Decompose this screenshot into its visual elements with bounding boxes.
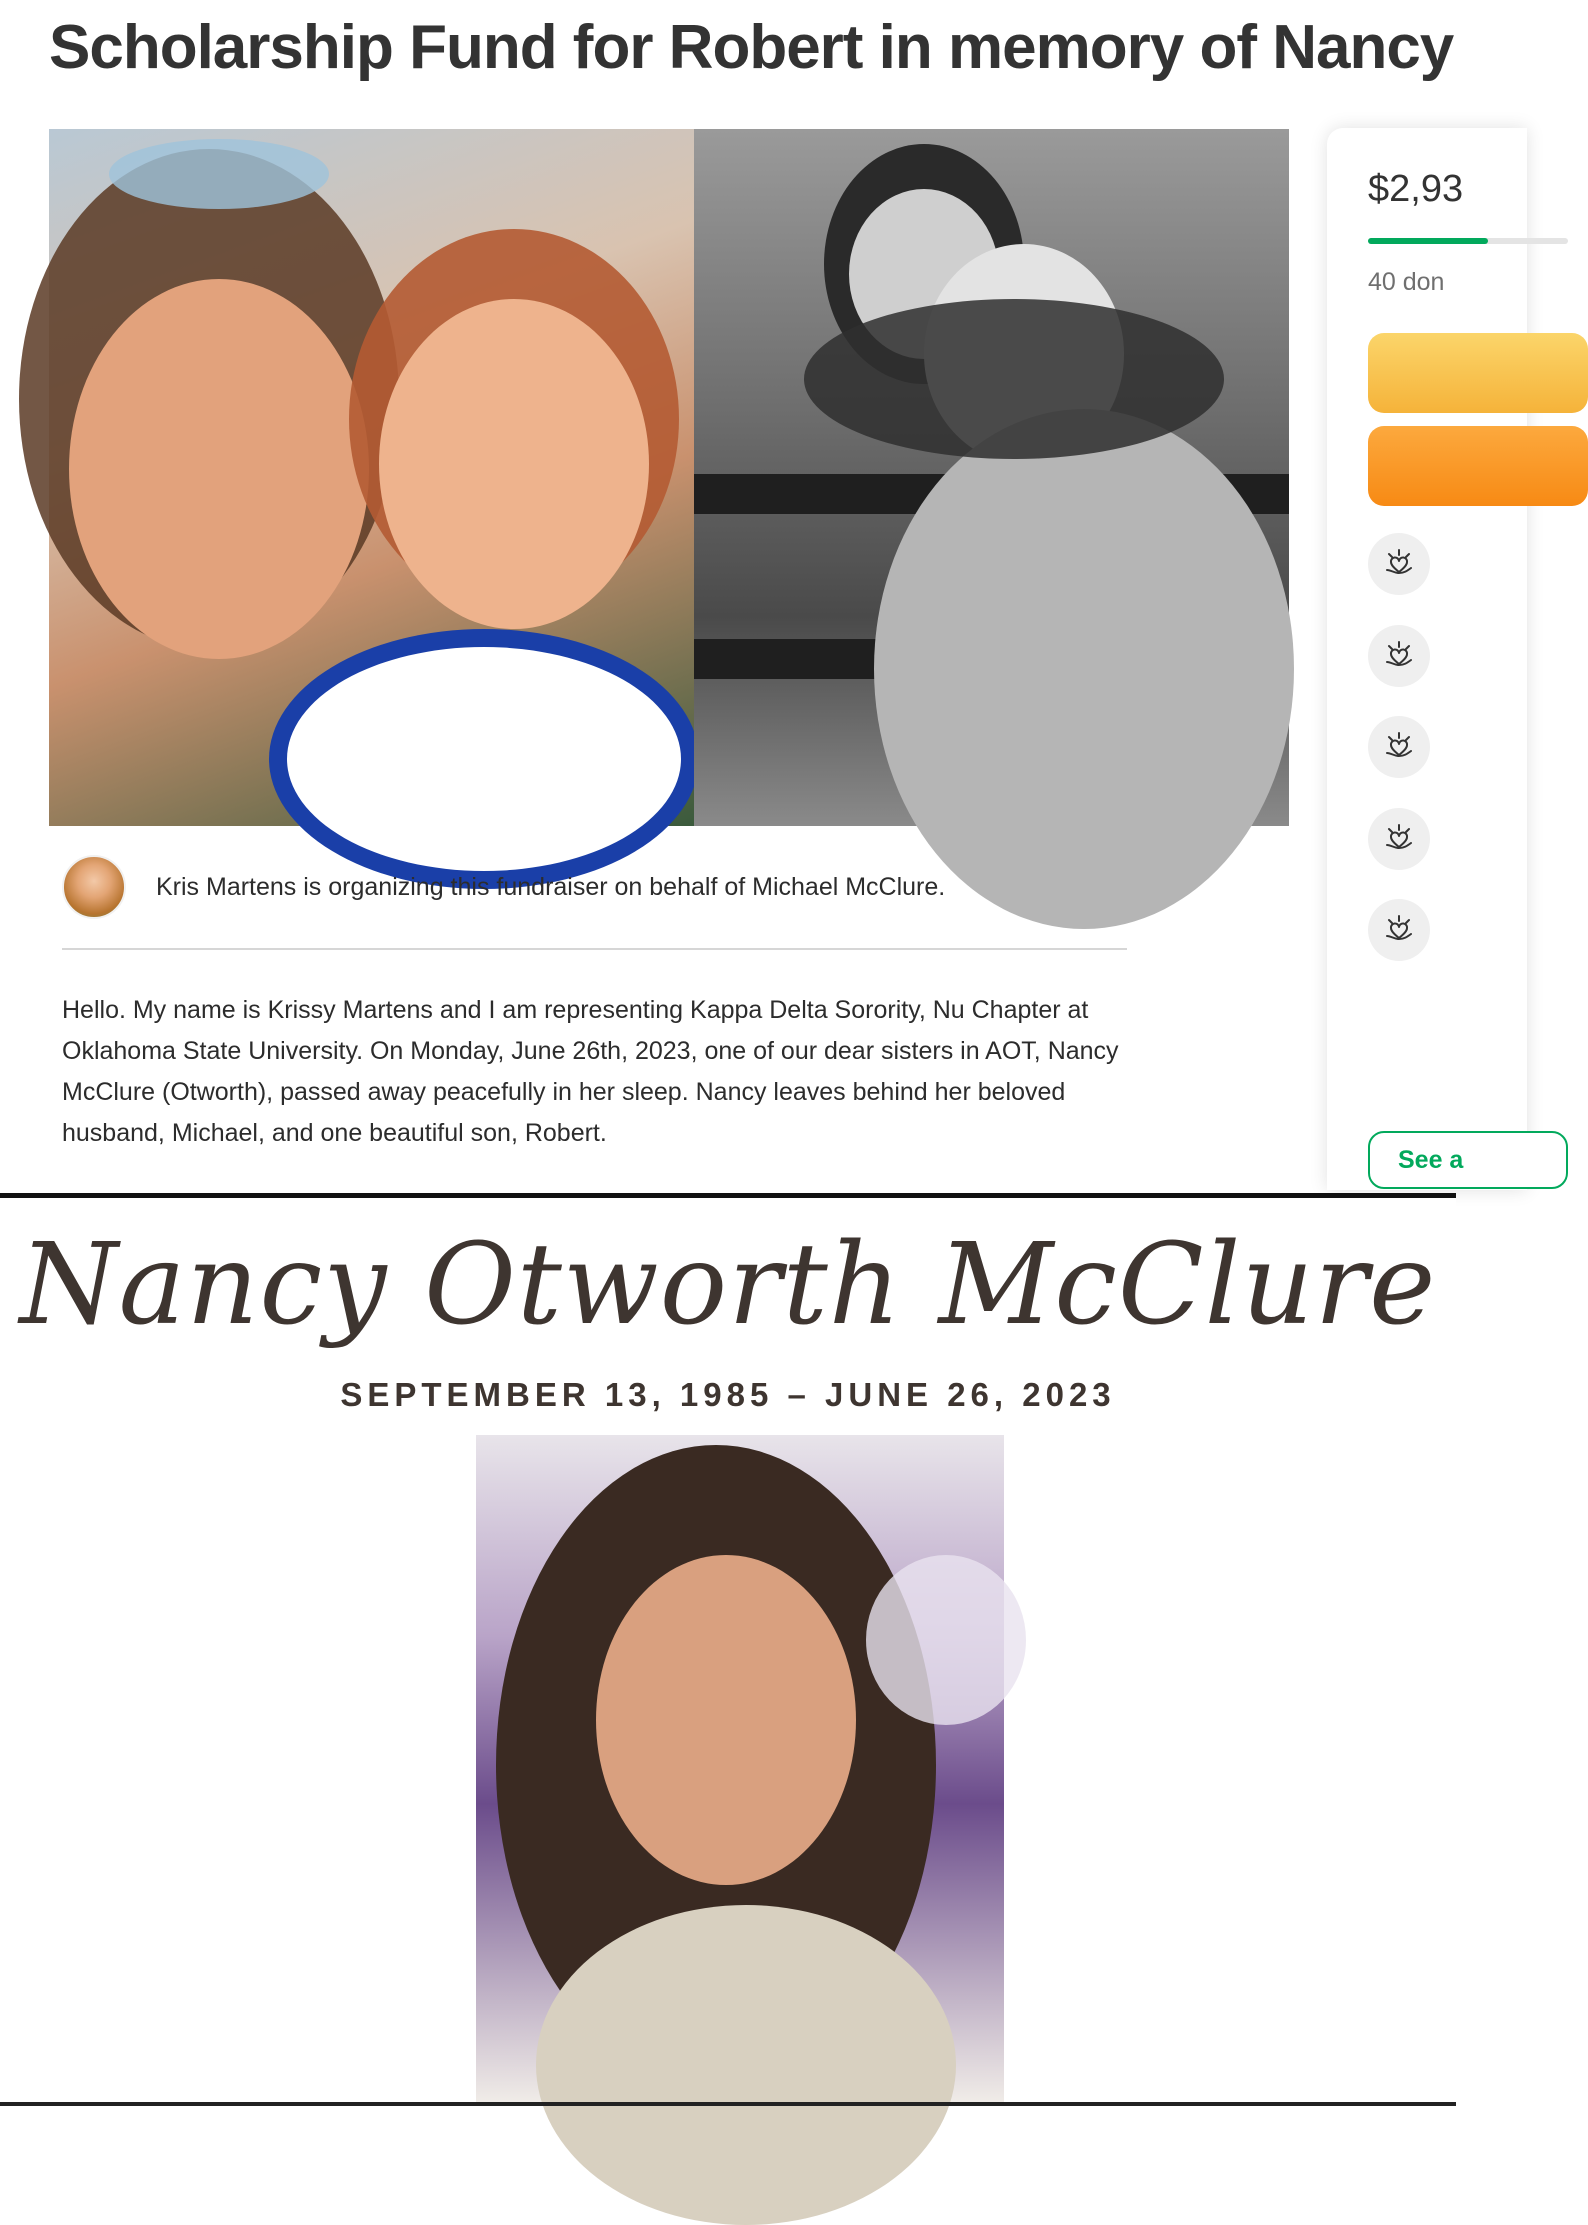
photo-couple-bw [694, 129, 1289, 826]
heart-hand-icon [1368, 716, 1430, 778]
organizer-row [62, 855, 945, 919]
memorial-portrait [476, 1435, 1004, 2106]
organizer-text: Kris Martens is organizing this fundraiser on behalf of Michael McClure. [156, 872, 946, 901]
progress-bar [1368, 238, 1568, 244]
share-button[interactable] [1368, 333, 1588, 413]
heart-hand-icon [1368, 625, 1430, 687]
donation-sidebar [1327, 128, 1527, 1190]
divider [62, 948, 1127, 950]
heart-hand-icon [1368, 899, 1430, 961]
organizer-avatar[interactable] [62, 855, 126, 919]
see-all-button[interactable]: See a [1368, 1131, 1568, 1189]
story-text: Hello. My name is Krissy Martens and I am representing Kappa Delta Sorority, Nu Chapter at Oklahoma State University. On Monday, June 26th, 2023, one of our dear sisters in AOT, Nancy McClure (Otworth), passed away peacefully in her sleep. Nancy leaves behind her beloved husband, Michael, and one beautiful son, Robert. [62, 996, 1119, 1147]
donations-count: 40 don [1368, 268, 1445, 296]
fundraiser-page [0, 0, 1464, 1195]
heart-hand-icon [1368, 533, 1430, 595]
progress-fill [1368, 238, 1488, 244]
campaign-title: Scholarship Fund for Robert in memory of Nancy [49, 13, 1454, 82]
donate-button[interactable] [1368, 426, 1588, 506]
heart-hand-icon [1368, 808, 1430, 870]
memorial-name: Nancy Otworth McClure [19, 1220, 1437, 1350]
photo-mother-and-son [49, 129, 694, 826]
memorial-dates: SEPTEMBER 13, 1985 – JUNE 26, 2023 [340, 1376, 1116, 1413]
memorial-panel [0, 1198, 1456, 2106]
hero-image [49, 129, 1289, 826]
amount-raised: $2,93 [1368, 168, 1464, 210]
bottom-rule [0, 2102, 1456, 2106]
